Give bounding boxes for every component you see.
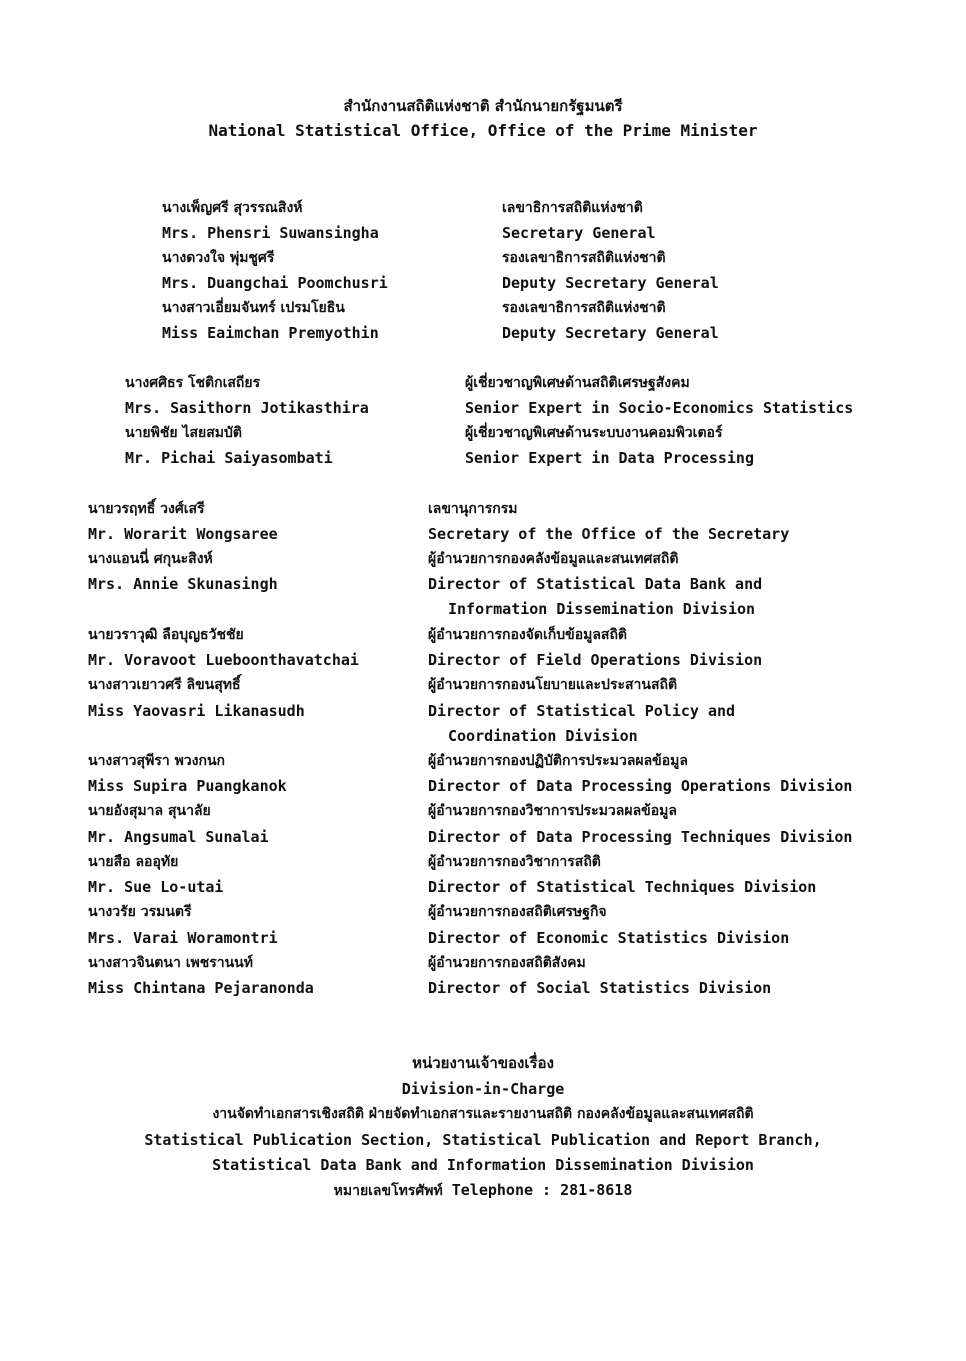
- position-thai: ผู้อำนวยการกองสถิติสังคม: [428, 955, 586, 971]
- position-english: Secretary of the Office of the Secretary: [428, 525, 790, 543]
- position-english: Secretary General: [502, 224, 656, 242]
- position-english: Senior Expert in Socio-Economics Statistics: [465, 399, 854, 417]
- person-name-thai: นางวรัย วรมนตรี: [88, 904, 192, 920]
- person-name-english: Mrs. Sasithorn Jotikasthira: [125, 399, 369, 417]
- position-thai: ผู้อำนวยการกองนโยบายและประสานสถิติ: [428, 677, 678, 693]
- footer-unit-thai: งานจัดทำเอกสารเชิงสถิติ ฝ่ายจัดทำเอกสารและรายงานสถิติ กองคลังข้อมูลและสนเทศสถิติ: [212, 1106, 754, 1122]
- position-thai: รองเลขาธิการสถิติแห่งชาติ: [502, 250, 666, 266]
- position-thai: ผู้เชี่ยวชาญพิเศษด้านสถิติเศรษฐสังคม: [465, 375, 690, 391]
- person-name-english: Mrs. Duangchai Poomchusri: [162, 274, 388, 292]
- position-english: Senior Expert in Data Processing: [465, 449, 754, 467]
- title-thai: สำนักงานสถิติแห่งชาติ สำนักนายกรัฐมนตรี: [343, 97, 623, 115]
- person-name-english: Mr. Pichai Saiyasombati: [125, 449, 333, 467]
- person-name-thai: นางสาวเอี่ยมจันทร์ เปรมโยธิน: [162, 300, 345, 316]
- position-english: Director of Statistical Policy and: [428, 702, 736, 720]
- footer-heading-english: Division-in-Charge: [401, 1080, 565, 1098]
- position-thai: ผู้เชี่ยวชาญพิเศษด้านระบบงานคอมพิวเตอร์: [465, 425, 723, 441]
- position-english: Director of Data Processing Techniques Division: [428, 828, 853, 846]
- position-thai: ผู้อำนวยการกองวิชาการประมวลผลข้อมูล: [428, 803, 677, 819]
- person-name-english: Mrs. Phensri Suwansingha: [162, 224, 379, 242]
- position-thai: ผู้อำนวยการกองปฏิบัติการประมวลผลข้อมูล: [428, 753, 688, 769]
- person-name-english: Mr. Worarit Wongsaree: [88, 525, 278, 543]
- position-english: Director of Statistical Techniques Division: [428, 878, 817, 896]
- position-english: Deputy Secretary General: [502, 274, 719, 292]
- person-name-english: Miss Eaimchan Premyothin: [162, 324, 379, 342]
- position-thai: เลขาธิการสถิติแห่งชาติ: [502, 200, 643, 216]
- person-name-english: Miss Yaovasri Likanasudh: [88, 702, 305, 720]
- person-name-thai: นายพิชัย ไสยสมบัติ: [125, 425, 242, 441]
- person-name-english: Mrs. Varai Woramontri: [88, 929, 278, 947]
- position-thai: รองเลขาธิการสถิติแห่งชาติ: [502, 300, 666, 316]
- person-name-thai: นายวรฤทธิ์ วงศ์เสรี: [88, 501, 205, 517]
- position-english-continued: Information Dissemination Division: [448, 600, 756, 618]
- person-name-thai: นางเพ็ญศรี สุวรรณสิงห์: [162, 200, 303, 216]
- person-name-thai: นายสือ ลออุทัย: [88, 854, 179, 870]
- footer-unit-english-1: Statistical Publication Section, Statistical Publication and Report Branch,: [144, 1131, 822, 1149]
- position-thai: ผู้อำนวยการกองวิชาการสถิติ: [428, 854, 601, 870]
- position-thai: ผู้อำนวยการกองจัดเก็บข้อมูลสถิติ: [428, 627, 628, 643]
- position-thai: ผู้อำนวยการกองสถิติเศรษฐกิจ: [428, 904, 607, 920]
- person-name-thai: นางศศิธร โชติกเสถียร: [125, 375, 261, 391]
- position-english: Director of Data Processing Operations Division: [428, 777, 853, 795]
- position-english: Director of Economic Statistics Division: [428, 929, 790, 947]
- phone-label-thai: หมายเลขโทรศัพท์: [333, 1183, 443, 1199]
- footer-phone: [0, 1180, 966, 1201]
- person-name-english: Miss Supira Puangkanok: [88, 777, 287, 795]
- person-name-thai: นายวราวุฒิ ลือบุญธวัชชัย: [88, 627, 244, 643]
- person-name-thai: นางสาวเยาวศรี ลิขนสุทธิ์: [88, 677, 241, 693]
- person-name-thai: นายอังสุมาล สุนาลัย: [88, 803, 211, 819]
- position-thai: ผู้อำนวยการกองคลังข้อมูลและสนเทศสถิติ: [428, 551, 679, 567]
- person-name-english: Mrs. Annie Skunasingh: [88, 575, 278, 593]
- footer-unit-english-2: Statistical Data Bank and Information Dissemination Division: [212, 1156, 754, 1174]
- position-english: Director of Field Operations Division: [428, 651, 763, 669]
- position-english: Director of Social Statistics Division: [428, 979, 772, 997]
- position-english: Director of Statistical Data Bank and: [428, 575, 763, 593]
- person-name-english: Miss Chintana Pejaranonda: [88, 979, 314, 997]
- position-english-continued: Coordination Division: [448, 727, 638, 745]
- person-name-english: Mr. Voravoot Lueboonthavatchai: [88, 651, 359, 669]
- position-english: Deputy Secretary General: [502, 324, 719, 342]
- phone-number: Telephone : 281-8618: [451, 1181, 633, 1199]
- person-name-english: Mr. Angsumal Sunalai: [88, 828, 269, 846]
- person-name-english: Mr. Sue Lo-utai: [88, 878, 224, 896]
- footer-heading-thai: หน่วยงานเจ้าของเรื่อง: [412, 1054, 554, 1072]
- position-thai: เลขานุการกรม: [428, 501, 518, 517]
- person-name-thai: นางสาวสุพีรา พวงกนก: [88, 753, 226, 769]
- person-name-thai: นางแอนนี่ ศกุนะสิงห์: [88, 551, 213, 567]
- person-name-thai: นางดวงใจ พุ่มชูศรี: [162, 250, 275, 266]
- person-name-thai: นางสาวจินตนา เพชรานนท์: [88, 955, 253, 971]
- title-english: National Statistical Office, Office of the Prime Minister: [208, 121, 758, 140]
